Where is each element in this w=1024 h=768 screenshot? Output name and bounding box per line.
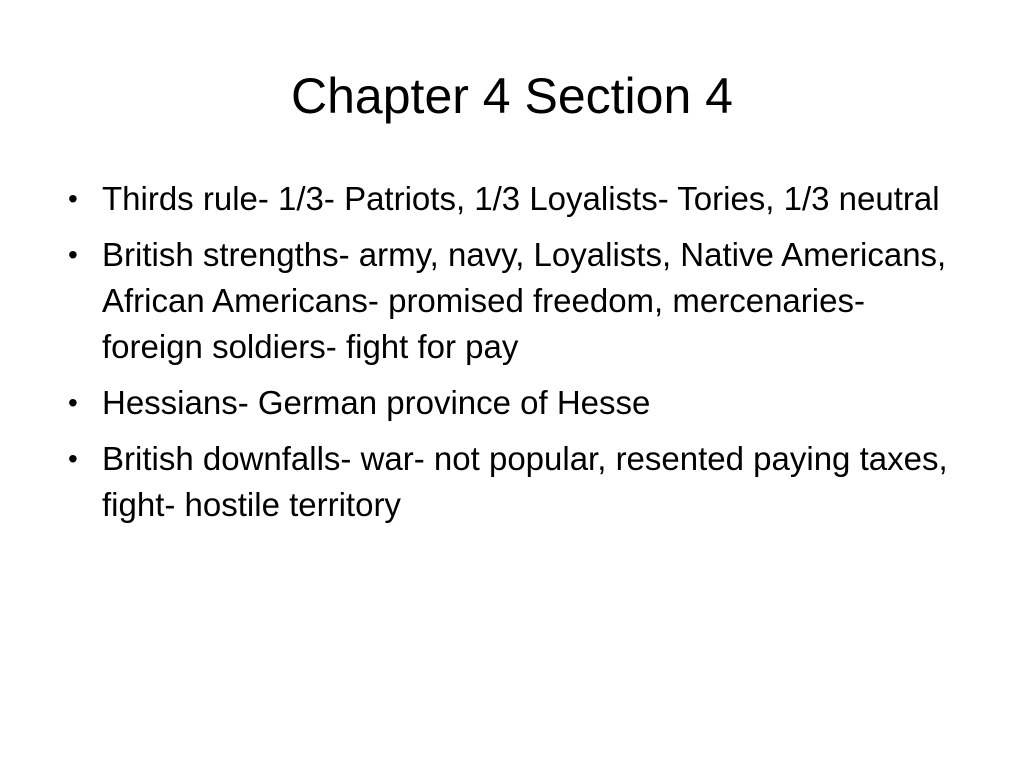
- bullet-icon: •: [68, 239, 78, 270]
- slide-title: Chapter 4 Section 4: [291, 68, 733, 124]
- bullet-item: [60, 436, 970, 528]
- bullet-text: Thirds rule- 1/3- Patriots, 1/3 Loyalists- Tories, 1/3 neutral: [102, 180, 940, 217]
- bullet-item: [60, 176, 970, 222]
- bullet-text: Hessians- German province of Hesse: [102, 384, 651, 421]
- bullet-item: [60, 232, 970, 370]
- bullet-text: British strengths- army, navy, Loyalists, Native Americans, African Americans- promised freedom, mercenaries- foreign soldiers- fight for pay: [102, 236, 947, 365]
- bullet-list: [60, 176, 970, 538]
- bullet-item: [60, 380, 970, 426]
- bullet-icon: •: [68, 443, 78, 474]
- bullet-icon: •: [68, 387, 78, 418]
- bullet-icon: •: [68, 183, 78, 214]
- bullet-text: British downfalls- war- not popular, resented paying taxes, fight- hostile territory: [102, 440, 948, 523]
